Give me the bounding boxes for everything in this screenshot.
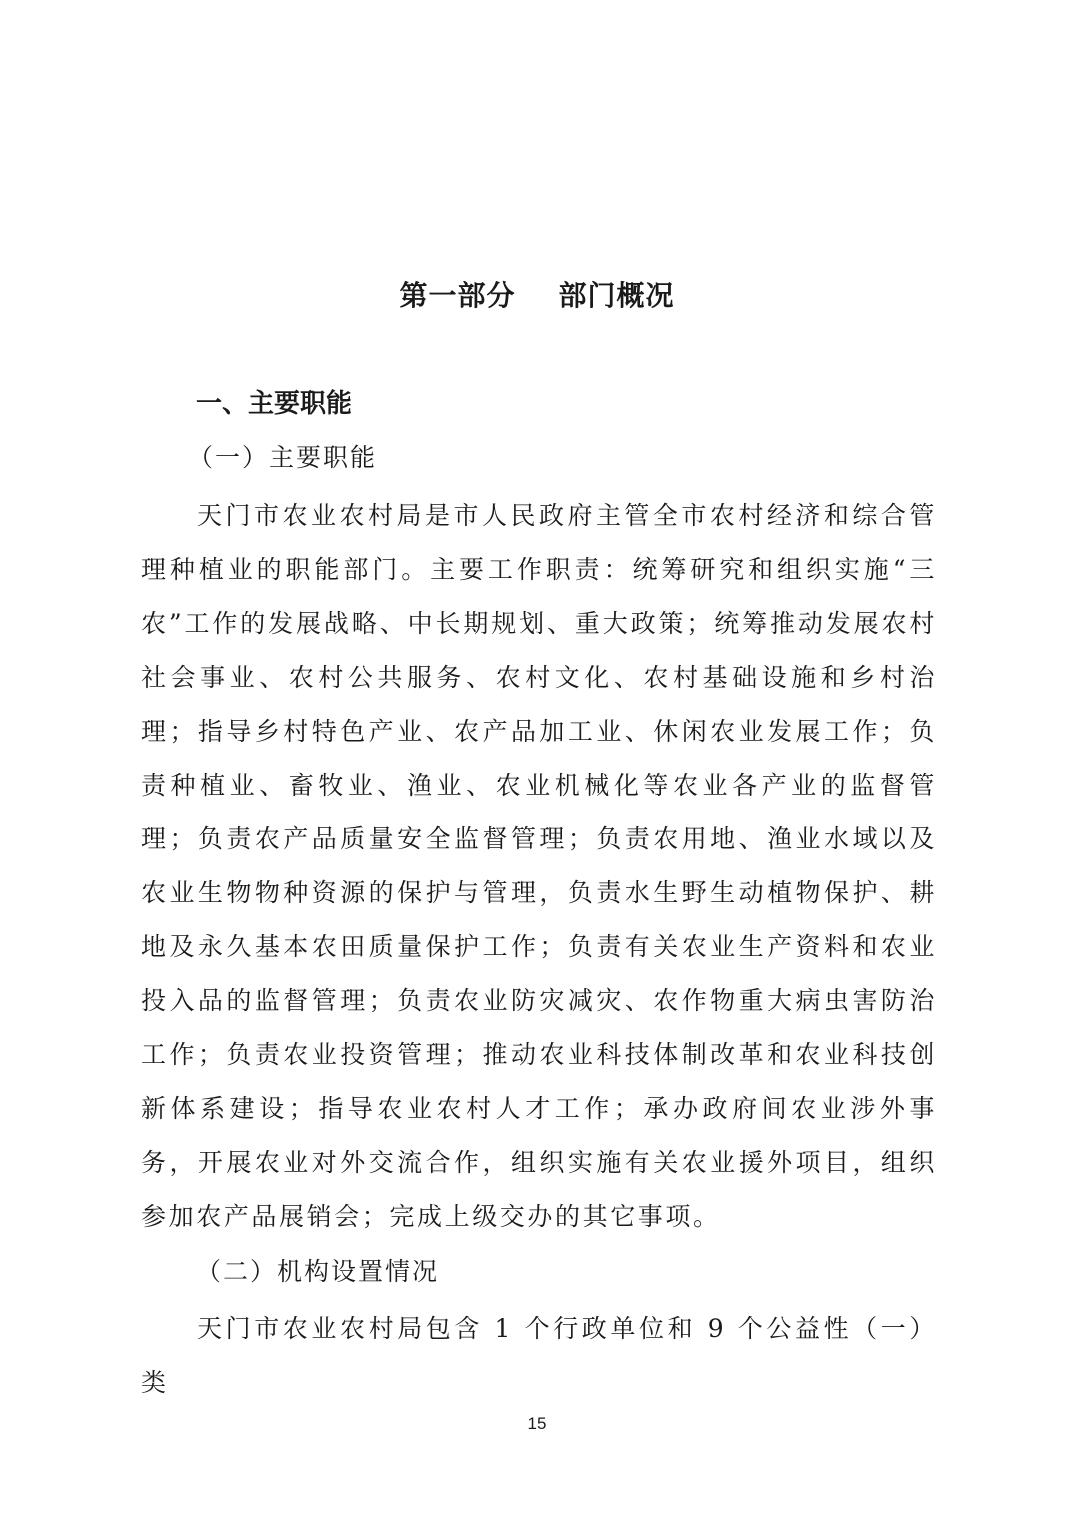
subsection-heading-organization: （二）机构设置情况 — [196, 1257, 440, 1286]
paragraph-organization: 天门市农业农村局包含 1 个行政单位和 9 个公益性（一）类 — [141, 1314, 937, 1397]
subsection-heading-main-functions: （一）主要职能 — [188, 443, 378, 472]
page-number: 15 — [527, 1414, 547, 1433]
section-heading: 一、主要职能 — [196, 389, 353, 419]
paragraph-main-functions: 天门市农业农村局是市人民政府主管全市农村经济和综合管理种植业的职能部门。主要工作职责：统筹研究和组织实施“三农”工作的发展战略、中长期规划、重大政策；统筹推动发展农村社会事业、农村公共服务、农村文化、农村基础设施和乡村治理；指导乡村特色产业、农产品加工业、休闲农业发展工作；负责种植业、畜牧业、渔业、农业机械化等农业各产业的监督管理；负责农产品质量安全监督管理；负责农用地、渔业水域以及农业生物物种资源的保护与管理，负责水生野生动植物保护、耕地及永久基本农田质量保护工作；负责有关农业生产资料和农业投入品的监督管理；负责农业防灾减灾、农作物重大病虫害防治工作；负责农业投资管理；推动农业科技体制改革和农业科技创新体系建设；指导农业农村人才工作；承办政府间农业涉外事务，开展农业对外交流合作，组织实施有关农业援外项目，组织参加农产品展销会；完成上级交办的其它事项。 — [141, 501, 937, 1231]
part-title: 第一部分 部门概况 — [399, 279, 675, 312]
